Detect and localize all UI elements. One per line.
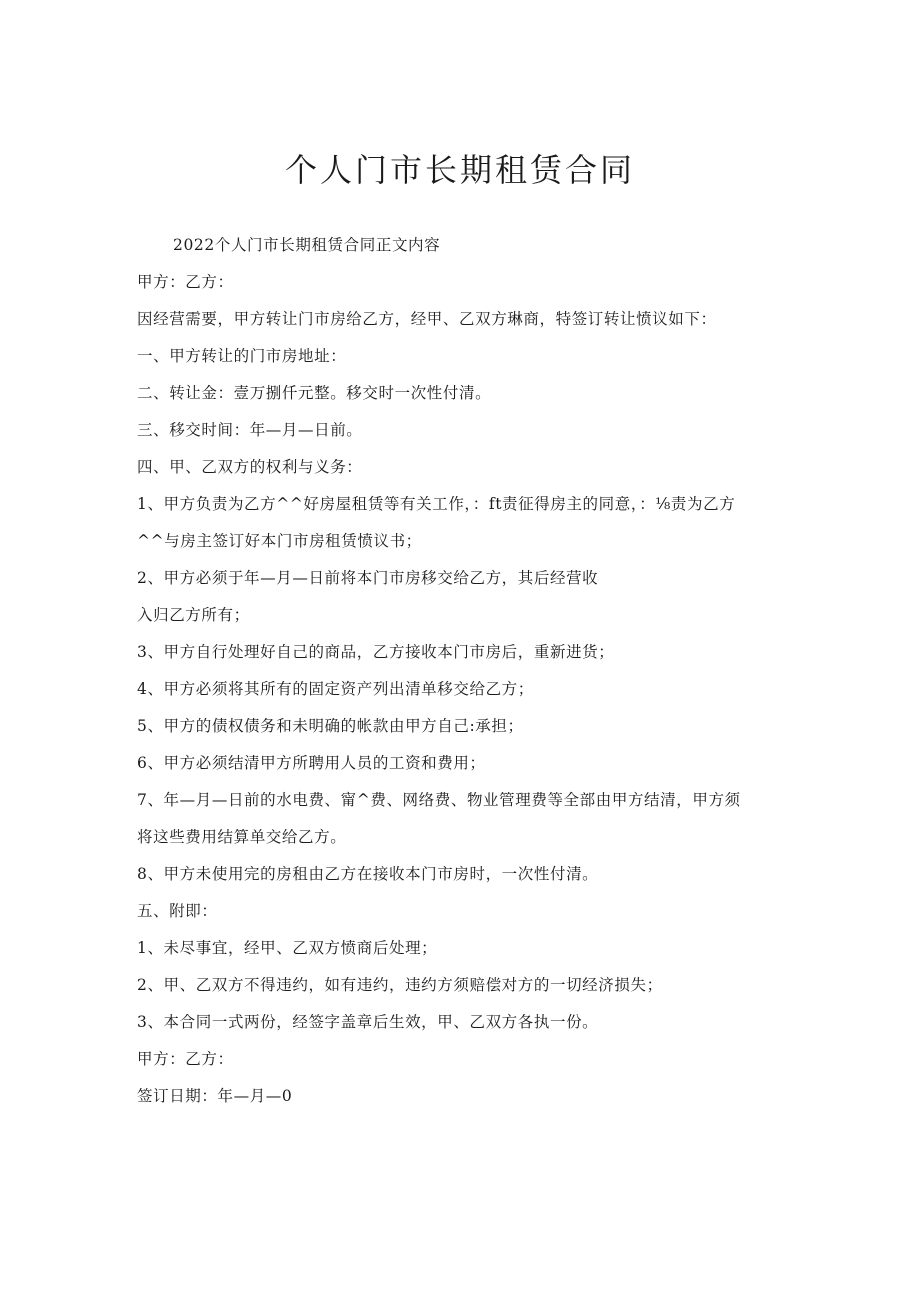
clause-line: 1、未尽事宜，经甲、乙双方愤商后处理； bbox=[137, 939, 438, 957]
clause-line: 2、甲、乙双方不得违约，如有违约，违约方须赔偿对方的一切经济损失； bbox=[137, 976, 663, 994]
clause-line: 1、甲方负责为乙方^^好房屋租赁等有关工作，：ft责征得房主的同意，：⅛责为乙方 bbox=[137, 495, 736, 513]
document-body bbox=[137, 227, 787, 1115]
clause-line: 6、甲方必须结清甲方所聘用人员的工资和费用； bbox=[137, 754, 486, 772]
clause-line: 7、年—月—日前的水电费、甯^费、网络费、物业管理费等全部由甲方结清，甲方须 bbox=[137, 791, 741, 809]
section-heading: 五、附即： bbox=[137, 902, 218, 920]
section-heading: 四、甲、乙双方的权利与义务： bbox=[137, 458, 363, 476]
clause-line: 入归乙方所有； bbox=[137, 606, 250, 624]
signature-parties: 甲方：乙方： bbox=[137, 1050, 234, 1068]
section-heading: 三、移交时间：年—月—日前。 bbox=[137, 421, 363, 439]
clause-line: ^^与房主签订好本门市房租赁愤议书； bbox=[137, 532, 422, 550]
section-heading: 二、转让金：壹万捌仟元整。移交时一次性付清。 bbox=[137, 384, 492, 402]
clause-line: 2、甲方必须于年—月—日前将本门市房移交给乙方，其后经营收 bbox=[137, 569, 599, 587]
document-subtitle: 2022个人门市长期租赁合同正文内容 bbox=[173, 236, 441, 254]
clause-line: 3、甲方自行处理好自己的商品，乙方接收本门市房后，重新进货； bbox=[137, 643, 615, 661]
clause-line: 8、甲方未使用完的房租由乙方在接收本门市房时，一次性付清。 bbox=[137, 865, 599, 883]
clause-line: 4、甲方必须将其所有的固定资产列出清单移交给乙方； bbox=[137, 680, 534, 698]
section-heading: 一、甲方转让的门市房地址： bbox=[137, 347, 347, 365]
party-line: 甲方：乙方： bbox=[137, 273, 234, 291]
clause-line: 3、本合同一式两份，经签字盖章后生效，甲、乙双方各执一份。 bbox=[137, 1013, 599, 1031]
preamble-paragraph: 因经营需要，甲方转让门市房给乙方，经甲、乙双方琳商，特签订转让愤议如下： bbox=[137, 310, 717, 328]
clause-line: 将这些费用结算单交给乙方。 bbox=[137, 828, 347, 846]
document-title: 个人门市长期租赁合同 bbox=[284, 151, 635, 189]
signing-date: 签订日期：年—月—0 bbox=[137, 1087, 293, 1105]
clause-line: 5、甲方的债权债务和未明确的帐款由甲方自己:承担； bbox=[137, 717, 524, 735]
